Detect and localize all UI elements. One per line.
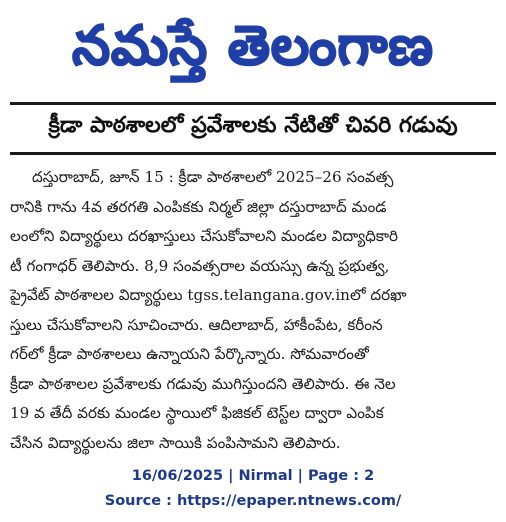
body-line: ప్రైవేట్ పాఠశాలల విద్యార్థులు tgss.telangana.gov.inలో దరఖా (10, 286, 407, 304)
body-line: స్తులు చేసుకోవాలని సూచించారు. ఆదిలాబాద్, హాకీంపేట, కరీంన (10, 315, 383, 334)
body-line: 19 వ తేదీ వరకు మండల స్థాయిలో ఫిజికల్ టెస్ట్‌ల ద్వారా ఎంపిక (10, 404, 384, 422)
footer (0, 464, 506, 514)
footer-meta: 16/06/2025 | Nirmal | Page : 2 (131, 468, 375, 484)
body-line: లంలోని విద్యార్థులు దరఖాస్తులు చేసుకోవాలని మండల విద్యాధికారి (10, 227, 399, 245)
body-line: గర్‌లో క్రీడా పాఠశాలలు ఉన్నాయని పేర్కొన్నారు. సోమవారంతో (10, 345, 369, 363)
body-line: దస్తురాబాద్, జూన్ 15 : క్రీడా పాఠశాలలో 2025–26 సంవత్స (32, 168, 394, 186)
headline-bottom-rule (10, 152, 496, 155)
newspaper-logo: నమస్తే తెలంగాణ (72, 14, 434, 77)
body-line: టీ గంగాధర్ తెలిపారు. 8,9 సంవత్సరాల వయస్సు ఉన్న ప్రభుత్వ, (10, 256, 390, 275)
body-line: చేసిన విద్యార్థులను జిలా సాయికి పంపిసామని తెలిపారు. (10, 433, 341, 452)
body-line: రానికి గాను 4వ తరగతి ఎంపికకు నిర్మల్ జిల్లా దస్తురాబాద్ మండ (10, 197, 387, 216)
headline-top-rule (10, 102, 496, 105)
article-body (10, 163, 496, 458)
footer-source-link[interactable]: Source : https://epaper.ntnews.com/ (104, 493, 402, 509)
body-line: క్రీడా పాఠశాలల ప్రవేశాలకు గడువు ముగిస్తుందని తెలిపారు. ఈ నెల (10, 374, 396, 393)
article-headline: క్రీడా పాఠశాలలో ప్రవేశాలకు నేటితో చివరి గడువు (48, 113, 458, 138)
masthead (0, 0, 506, 92)
